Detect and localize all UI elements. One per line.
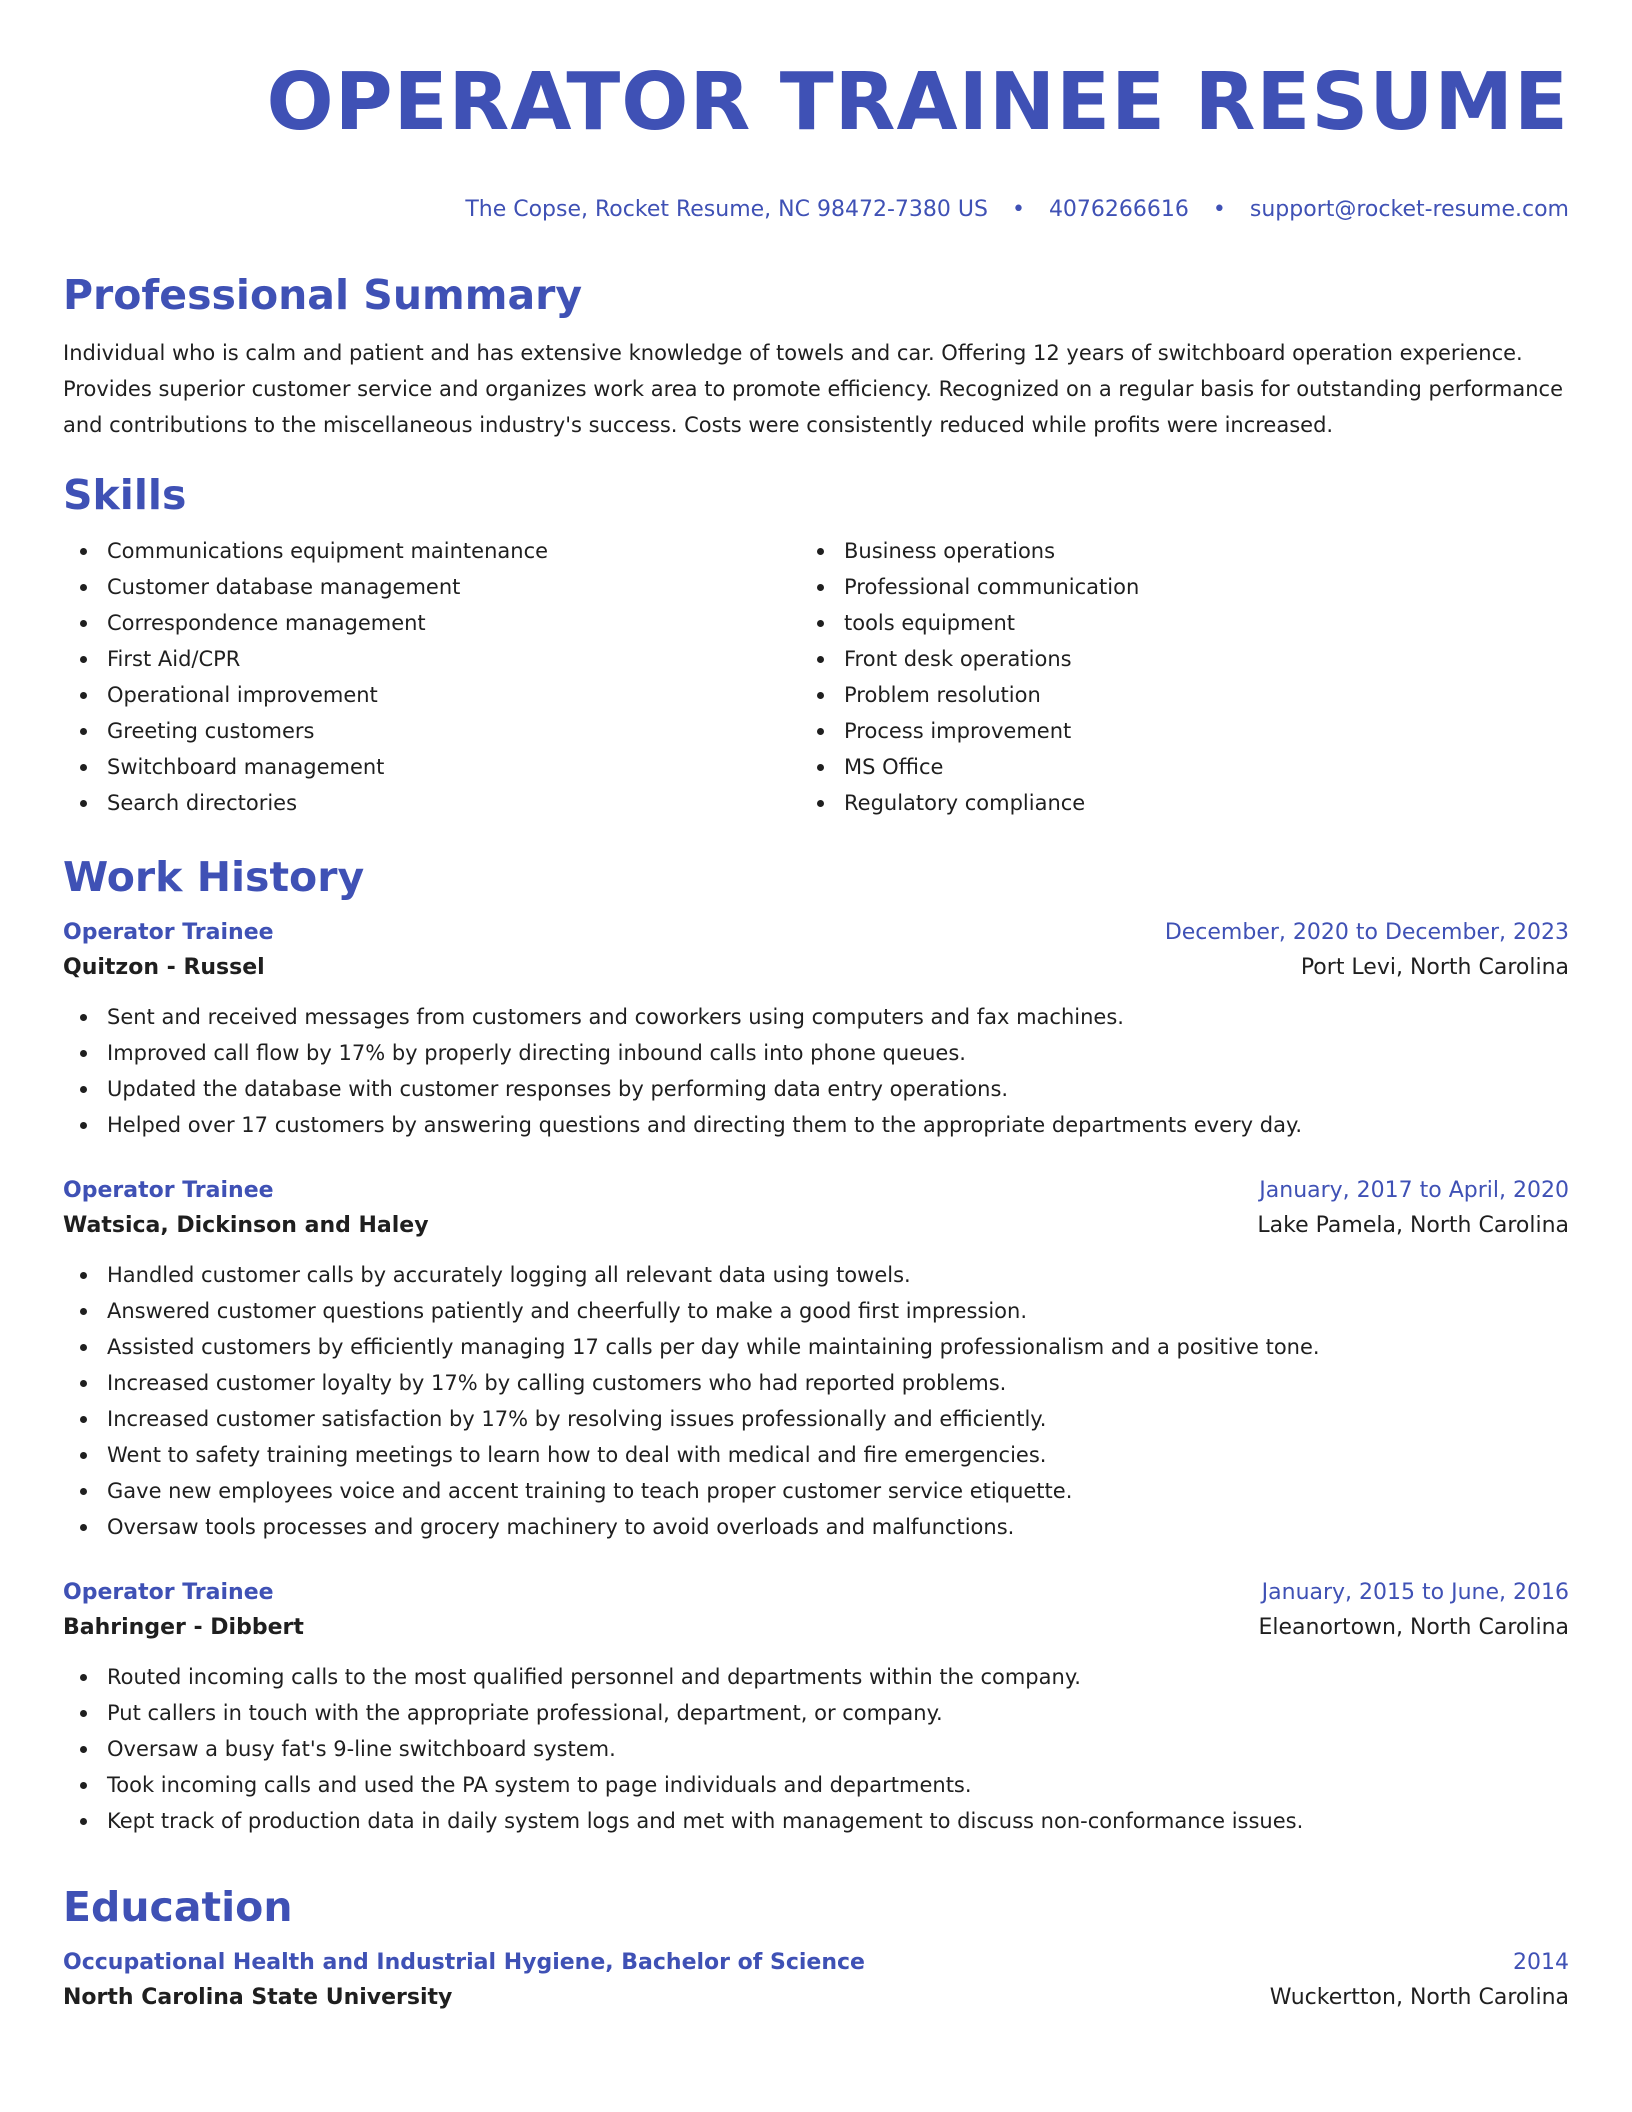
job-bullet: Assisted customers by efficiently managing 17 calls per day while maintaining professionalism and a positive tone. bbox=[63, 1329, 1569, 1365]
job-company-row bbox=[63, 949, 1569, 987]
skill-item: Professional communication bbox=[800, 569, 1537, 605]
contact-separator: • bbox=[1011, 197, 1025, 222]
job-bullet: Sent and received messages from customers and coworkers using computers and fax machines. bbox=[63, 999, 1569, 1035]
job-bullet: Kept track of production data in daily system logs and met with management to discuss non-conformance issues. bbox=[63, 1803, 1569, 1839]
job-bullet: Updated the database with customer responses by performing data entry operations. bbox=[63, 1071, 1569, 1107]
job-bullet: Routed incoming calls to the most qualified personnel and departments within the company. bbox=[63, 1659, 1569, 1695]
education-school-row bbox=[63, 1979, 1569, 2017]
job-bullet: Improved call flow by 17% by properly directing inbound calls into phone queues. bbox=[63, 1035, 1569, 1071]
job-company: Quitzon - Russel bbox=[63, 955, 265, 980]
job-header-row bbox=[63, 917, 1569, 949]
job-bullet: Gave new employees voice and accent training to teach proper customer service etiquette. bbox=[63, 1473, 1569, 1509]
skill-item: Customer database management bbox=[63, 569, 800, 605]
job-location: Eleanortown, North Carolina bbox=[1258, 1615, 1569, 1640]
job-title: Operator Trainee bbox=[63, 1178, 274, 1203]
skill-item: tools equipment bbox=[800, 605, 1537, 641]
skill-item: Business operations bbox=[800, 533, 1537, 569]
job-dates: January, 2015 to June, 2016 bbox=[1261, 1580, 1569, 1605]
skill-item: Communications equipment maintenance bbox=[63, 533, 800, 569]
skill-item: Process improvement bbox=[800, 713, 1537, 749]
skill-item: Correspondence management bbox=[63, 605, 800, 641]
job-bullets bbox=[63, 1659, 1569, 1839]
resume-name: OPERATOR TRAINEE RESUME bbox=[266, 56, 1569, 148]
skill-item: First Aid/CPR bbox=[63, 641, 800, 677]
job-company: Watsica, Dickinson and Haley bbox=[63, 1213, 429, 1238]
job-bullet: Increased customer loyalty by 17% by calling customers who had reported problems. bbox=[63, 1365, 1569, 1401]
job-title: Operator Trainee bbox=[63, 920, 274, 945]
work-history-heading: Work History bbox=[63, 853, 365, 901]
education-heading: Education bbox=[63, 1883, 293, 1931]
job-bullet: Increased customer satisfaction by 17% by resolving issues professionally and efficiently. bbox=[63, 1401, 1569, 1437]
job-location: Lake Pamela, North Carolina bbox=[1257, 1213, 1569, 1238]
job-bullet: Oversaw tools processes and grocery machinery to avoid overloads and malfunctions. bbox=[63, 1509, 1569, 1545]
job-company-row bbox=[63, 1207, 1569, 1245]
education-degree-row bbox=[63, 1947, 1569, 1979]
job-company-row bbox=[63, 1609, 1569, 1647]
job-bullet: Handled customer calls by accurately logging all relevant data using towels. bbox=[63, 1257, 1569, 1293]
job-dates: December, 2020 to December, 2023 bbox=[1164, 920, 1569, 945]
summary-heading: Professional Summary bbox=[63, 271, 583, 319]
skills-column-right bbox=[800, 533, 1537, 821]
education-entry bbox=[63, 1947, 1569, 2017]
education-location: Wuckertton, North Carolina bbox=[1269, 1985, 1569, 2010]
job-bullets bbox=[63, 1257, 1569, 1545]
job-bullet: Put callers in touch with the appropriate professional, department, or company. bbox=[63, 1695, 1569, 1731]
education-year: 2014 bbox=[1513, 1950, 1569, 1975]
contact-email: support@rocket-resume.com bbox=[1249, 197, 1569, 222]
skill-item: Switchboard management bbox=[63, 749, 800, 785]
job-header-row bbox=[63, 1577, 1569, 1609]
job-entry bbox=[63, 1175, 1569, 1545]
job-bullet: Answered customer questions patiently and cheerfully to make a good first impression. bbox=[63, 1293, 1569, 1329]
contact-phone: 4076266616 bbox=[1048, 197, 1189, 222]
job-bullet: Took incoming calls and used the PA system to page individuals and departments. bbox=[63, 1767, 1569, 1803]
skill-item: Regulatory compliance bbox=[800, 785, 1537, 821]
job-bullet: Oversaw a busy fat's 9-line switchboard system. bbox=[63, 1731, 1569, 1767]
job-bullet: Helped over 17 customers by answering questions and directing them to the appropriate departments every day. bbox=[63, 1107, 1569, 1143]
skill-item: Problem resolution bbox=[800, 677, 1537, 713]
contact-line bbox=[63, 196, 1569, 224]
job-header-row bbox=[63, 1175, 1569, 1207]
skill-item: Operational improvement bbox=[63, 677, 800, 713]
skill-item: Greeting customers bbox=[63, 713, 800, 749]
job-location: Port Levi, North Carolina bbox=[1300, 955, 1569, 980]
skills-grid bbox=[63, 533, 1569, 821]
skills-heading: Skills bbox=[63, 471, 187, 519]
education-degree: Occupational Health and Industrial Hygiene, Bachelor of Science bbox=[63, 1950, 865, 1975]
contact-address: The Copse, Rocket Resume, NC 98472-7380 US bbox=[465, 197, 988, 222]
job-company: Bahringer - Dibbert bbox=[63, 1615, 304, 1640]
job-bullet: Went to safety training meetings to learn how to deal with medical and fire emergencies. bbox=[63, 1437, 1569, 1473]
skill-item: Front desk operations bbox=[800, 641, 1537, 677]
job-bullets bbox=[63, 999, 1569, 1143]
job-title: Operator Trainee bbox=[63, 1580, 274, 1605]
job-entry bbox=[63, 917, 1569, 1143]
skill-item: MS Office bbox=[800, 749, 1537, 785]
summary-text: Individual who is calm and patient and has extensive knowledge of towels and car. Offering 12 years of switchboard operation experience. Provides superior customer service and organizes work area to promote efficiency. Recognized on a regular basis for outstanding performance and contributions to the miscellaneous industry's success. Costs were consistently reduced while profits were increased. bbox=[63, 341, 1563, 437]
skills-column-left bbox=[63, 533, 800, 821]
job-entry bbox=[63, 1577, 1569, 1839]
contact-separator: • bbox=[1212, 197, 1226, 222]
skill-item: Search directories bbox=[63, 785, 800, 821]
education-school: North Carolina State University bbox=[63, 1985, 453, 2010]
job-dates: January, 2017 to April, 2020 bbox=[1259, 1178, 1569, 1203]
